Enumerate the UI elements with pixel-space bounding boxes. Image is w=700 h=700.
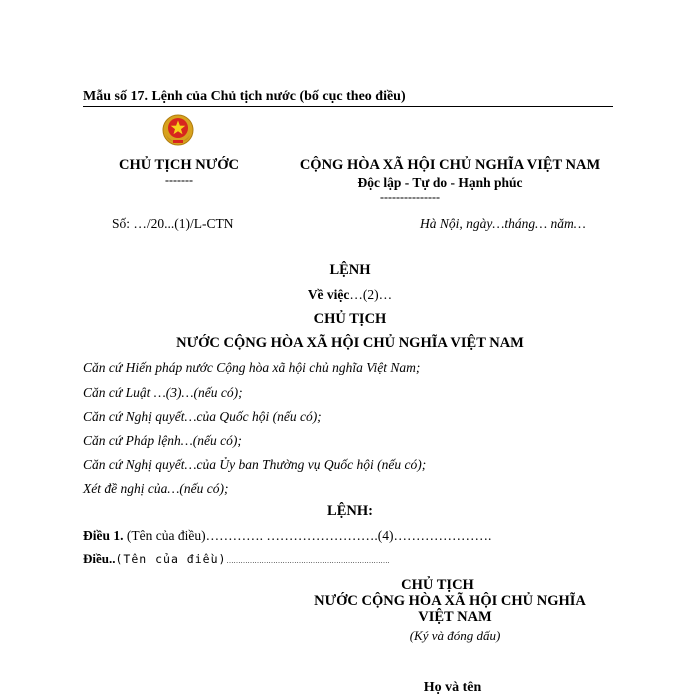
national-emblem-icon xyxy=(162,113,194,147)
issuer-title-line2: NƯỚC CỘNG HÒA XÃ HỘI CHỦ NGHĨA VIỆT NAM xyxy=(176,335,524,351)
title-divider xyxy=(83,106,613,107)
legal-basis-item: Xét đề nghị của…(nếu có); xyxy=(83,481,229,496)
legal-basis-item: Căn cứ Pháp lệnh…(nếu có); xyxy=(83,433,242,448)
issuing-authority: CHỦ TỊCH NƯỚC xyxy=(118,157,240,173)
signatory-title-line3: VIỆT NAM xyxy=(418,609,492,625)
article-text: (Tên của điều)…………. …………………….(4)…………………. xyxy=(123,528,492,543)
authority-underline: ------- xyxy=(165,173,193,187)
document-type-title: LỆNH xyxy=(329,262,371,278)
signatory-title-line1: CHỦ TỊCH xyxy=(401,577,474,593)
document-number: Số: …/20...(1)/L-CTN xyxy=(112,216,234,231)
legal-basis-item: Căn cứ Luật …(3)…(nếu có); xyxy=(83,385,243,400)
legal-basis-item: Căn cứ Nghị quyết…của Ủy ban Thường vụ Quốc hội (nếu có); xyxy=(83,457,427,472)
form-title: Mẫu số 17. Lệnh của Chủ tịch nước (bố cục theo điều) xyxy=(83,89,406,104)
article-1 xyxy=(83,528,491,544)
signatory-name: Họ và tên xyxy=(423,680,482,695)
place-and-date: Hà Nội, ngày…tháng… năm… xyxy=(420,216,586,231)
article-label: Điều 1. xyxy=(83,528,124,543)
legal-basis-item: Căn cứ Nghị quyết…của Quốc hội (nếu có); xyxy=(83,409,322,424)
article-text: (Tên của điều) xyxy=(115,552,227,566)
legal-basis-item: Căn cứ Hiến pháp nước Cộng hòa xã hội chủ nghĩa Việt Nam; xyxy=(83,360,421,375)
article-fill-dots: ……………………………………………………………. xyxy=(226,557,390,565)
motto-underline: --------------- xyxy=(380,190,440,204)
signatory-title-line2: NƯỚC CỘNG HÒA XÃ HỘI CHỦ NGHĨA xyxy=(314,593,586,609)
national-title: CỘNG HÒA XÃ HỘI CHỦ NGHĨA VIỆT NAM xyxy=(299,157,601,173)
subject-value: …(2)… xyxy=(349,287,393,302)
issuer-title-line1: CHỦ TỊCH xyxy=(313,311,387,327)
order-heading: LỆNH: xyxy=(327,503,373,519)
document-subject xyxy=(0,287,700,303)
article-label: Điều.. xyxy=(83,551,116,566)
subject-label: Về việc xyxy=(307,287,350,302)
signature-note: (Ký và đóng dấu) xyxy=(409,628,501,643)
article-n xyxy=(83,551,389,567)
national-motto: Độc lập - Tự do - Hạnh phúc xyxy=(357,175,523,190)
